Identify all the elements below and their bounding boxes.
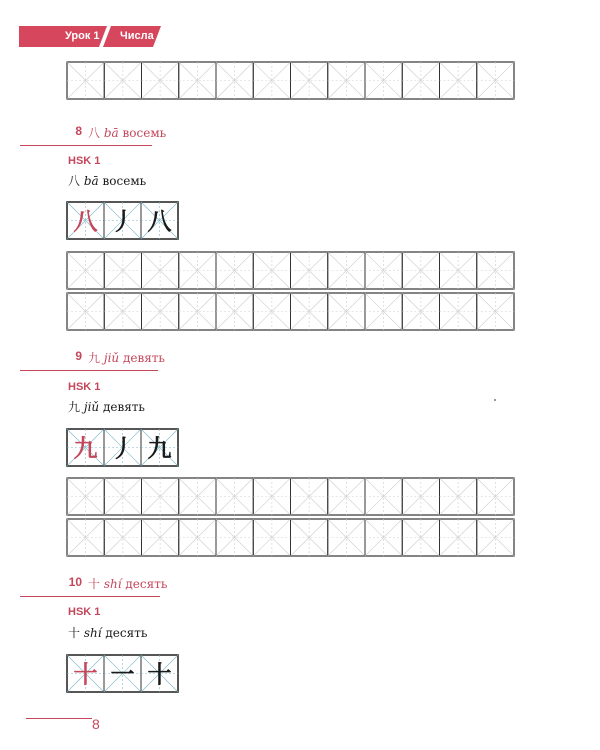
practice-cell[interactable] [104,62,141,99]
stroke-step-glyph: 十 [73,660,98,689]
practice-cell[interactable] [216,293,253,330]
practice-cell[interactable] [365,478,402,515]
practice-cell[interactable] [365,62,402,99]
practice-row-top [67,62,514,99]
stroke-step-glyph: 八 [73,207,98,236]
entry-pinyin: shí [83,626,102,640]
practice-cell[interactable] [179,519,216,556]
practice-row-8b [67,293,514,330]
practice-cell[interactable] [291,252,328,289]
section-pinyin: shí [103,577,122,591]
stroke-step-2 [104,429,141,466]
practice-cell[interactable] [402,293,439,330]
practice-cell[interactable] [477,478,514,515]
practice-cell[interactable] [291,478,328,515]
practice-cell[interactable] [104,519,141,556]
practice-cell[interactable] [477,293,514,330]
practice-cell[interactable] [67,293,104,330]
practice-cell[interactable] [142,478,179,515]
practice-cell[interactable] [328,62,365,99]
entry-meaning: десять [105,626,148,640]
stroke-step-3 [141,429,178,466]
lesson-label: Урок 1 [65,30,100,42]
practice-cell[interactable] [477,62,514,99]
stroke-step-1 [67,429,104,466]
stroke-step-glyph: 九 [73,434,98,463]
stroke-step-1 [67,202,104,239]
footer-line [26,718,92,719]
topic-label: Числа [120,30,154,42]
practice-cell[interactable] [179,62,216,99]
practice-cell[interactable] [142,252,179,289]
stroke-step-glyph: 十 [147,660,172,689]
entry-pinyin: jiǔ [83,400,100,414]
entry-meaning: девять [102,400,145,414]
stroke-step-3 [141,202,178,239]
section-character: 九 [88,351,101,365]
practice-cell[interactable] [402,519,439,556]
entry-character: 九 [68,400,81,414]
stroke-order-model [67,429,178,466]
practice-cell[interactable] [291,293,328,330]
stroke-step-glyph: 丿 [110,434,135,463]
practice-cell[interactable] [253,62,290,99]
practice-cell[interactable] [104,252,141,289]
practice-cell[interactable] [216,62,253,99]
section-meaning: восемь [122,126,167,140]
section-meaning: девять [122,351,165,365]
practice-cell[interactable] [179,293,216,330]
section-meaning: десять [125,577,168,591]
practice-cell[interactable] [328,478,365,515]
practice-cell[interactable] [253,252,290,289]
practice-cell[interactable] [142,519,179,556]
section-pinyin: jiǔ [103,351,120,365]
practice-cell[interactable] [104,293,141,330]
stray-dot [494,399,496,401]
page-number: 8 [92,716,100,732]
practice-row-8a [67,252,514,289]
section-pinyin: bā [103,126,119,140]
entry-pinyin: bā [83,174,99,188]
practice-cell[interactable] [216,478,253,515]
practice-cell[interactable] [365,252,402,289]
practice-cell[interactable] [216,252,253,289]
stroke-step-3 [141,655,178,692]
practice-cell[interactable] [253,519,290,556]
practice-cell[interactable] [365,519,402,556]
practice-cell[interactable] [67,62,104,99]
entry-meaning: восемь [102,174,147,188]
stroke-step-glyph: 八 [147,207,172,236]
hsk-level: HSK 1 [68,606,101,618]
entry-character: 十 [68,626,81,640]
practice-cell[interactable] [402,252,439,289]
practice-row-9b [67,519,514,556]
practice-cell[interactable] [67,478,104,515]
practice-cell[interactable] [67,252,104,289]
practice-cell[interactable] [440,62,477,99]
practice-cell[interactable] [440,478,477,515]
practice-cell[interactable] [253,293,290,330]
section-number: 9 [75,349,82,363]
section-number: 8 [75,124,82,138]
practice-cell[interactable] [477,519,514,556]
section-character: 八 [88,126,101,140]
practice-row-9a [67,478,514,515]
practice-cell[interactable] [253,478,290,515]
practice-cell[interactable] [216,519,253,556]
practice-cell[interactable] [440,293,477,330]
practice-cell[interactable] [142,62,179,99]
stroke-order-model [67,202,178,239]
practice-cell[interactable] [328,252,365,289]
entry-character: 八 [68,174,81,188]
practice-cell[interactable] [179,252,216,289]
stroke-step-glyph: 九 [147,434,172,463]
stroke-step-glyph: 丿 [110,207,135,236]
practice-cell[interactable] [440,252,477,289]
practice-cell[interactable] [402,478,439,515]
practice-cell[interactable] [291,62,328,99]
stroke-step-2 [104,655,141,692]
practice-cell[interactable] [104,478,141,515]
stroke-step-glyph: 一 [110,660,135,689]
stroke-step-2 [104,202,141,239]
stroke-order-model [67,655,178,692]
practice-cell[interactable] [402,62,439,99]
practice-cell[interactable] [291,519,328,556]
practice-cell[interactable] [477,252,514,289]
stroke-step-1 [67,655,104,692]
practice-cell[interactable] [67,519,104,556]
section-number: 10 [68,575,82,589]
practice-cell[interactable] [328,293,365,330]
practice-cell[interactable] [142,293,179,330]
practice-cell[interactable] [328,519,365,556]
practice-cell[interactable] [440,519,477,556]
section-character: 十 [88,577,101,591]
hsk-level: HSK 1 [68,155,101,167]
practice-cell[interactable] [179,478,216,515]
hsk-level: HSK 1 [68,381,101,393]
practice-cell[interactable] [365,293,402,330]
